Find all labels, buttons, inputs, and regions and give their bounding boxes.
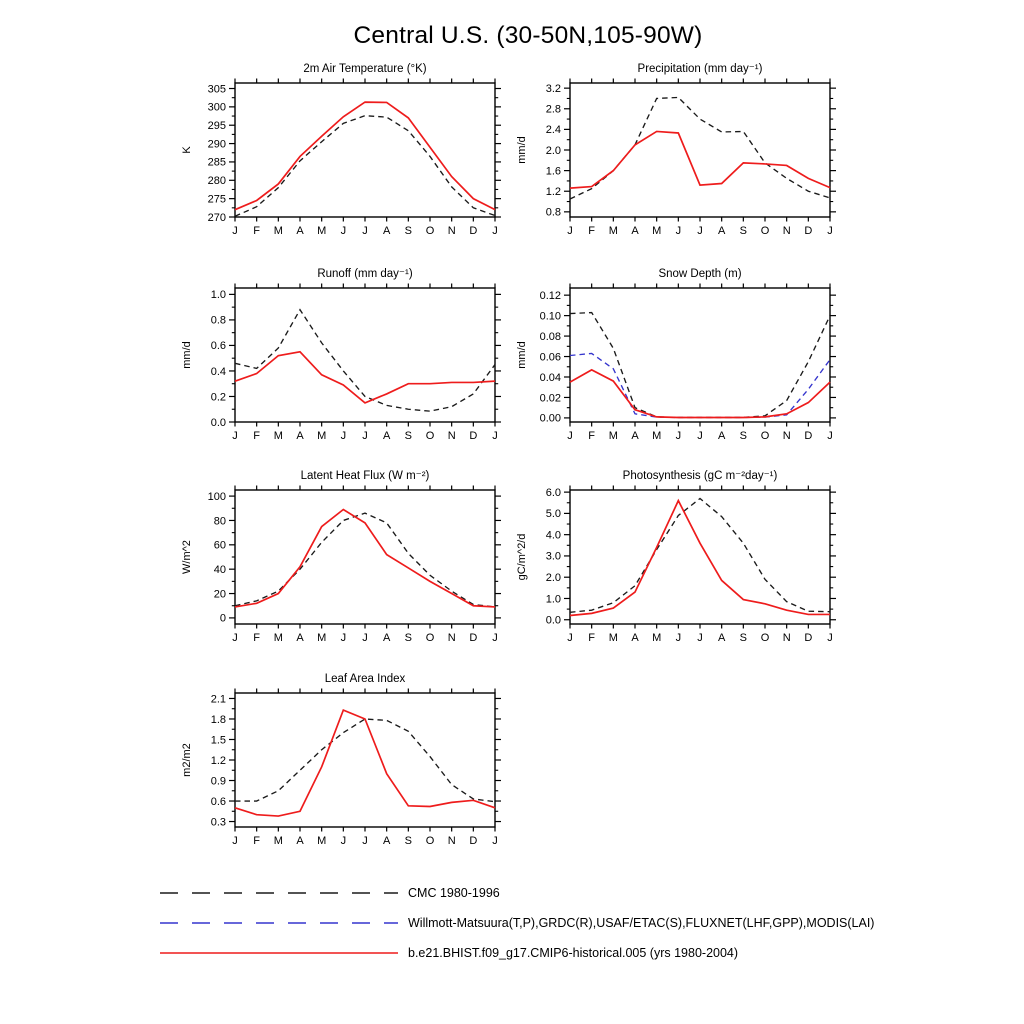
y-tick-label: 0.2 (210, 391, 226, 404)
x-tick-label: A (631, 430, 639, 442)
x-tick-label: F (588, 632, 596, 644)
y-tick-label: 0.6 (210, 340, 226, 353)
x-tick-label: S (404, 632, 413, 644)
y-tick-label: 1.2 (545, 186, 561, 199)
x-tick-label: J (340, 225, 347, 237)
y-tick-label: 0.6 (210, 795, 226, 808)
y-tick-label: 60 (213, 539, 226, 552)
x-tick-label: S (404, 430, 413, 442)
y-axis-label: mm/d (516, 136, 528, 164)
y-tick-label: 0.8 (545, 206, 561, 219)
x-tick-label: J (340, 430, 347, 442)
chart-title: Snow Depth (m) (658, 268, 742, 280)
plot-box (235, 693, 495, 827)
x-tick-label: M (273, 225, 283, 237)
x-tick-label: J (340, 835, 347, 847)
x-tick-label: J (492, 225, 498, 237)
y-axis-label: m2/m2 (181, 743, 193, 777)
x-tick-label: O (760, 225, 770, 237)
x-tick-label: A (296, 835, 304, 847)
x-tick-label: J (340, 632, 347, 644)
y-tick-label: 0.8 (210, 314, 226, 327)
x-tick-label: M (317, 430, 327, 442)
x-tick-label: F (253, 835, 261, 847)
legend-row-model (160, 938, 874, 968)
x-tick-label: D (804, 632, 813, 644)
chart-title: 2m Air Temperature (°K) (303, 63, 427, 75)
x-tick-label: D (804, 430, 813, 442)
x-tick-label: N (447, 835, 456, 847)
x-tick-label: D (469, 632, 478, 644)
x-tick-label: A (296, 430, 304, 442)
x-tick-label: N (447, 632, 456, 644)
series-line-red (570, 501, 830, 616)
y-tick-label: 2.1 (210, 693, 226, 706)
chart-title: Precipitation (mm day⁻¹) (637, 63, 763, 75)
chart-title: Runoff (mm day⁻¹) (317, 268, 413, 280)
y-tick-label: 0.12 (539, 289, 561, 302)
x-tick-label: D (469, 430, 478, 442)
x-tick-label: J (232, 632, 238, 644)
x-tick-label: M (317, 835, 327, 847)
x-tick-label: J (567, 632, 573, 644)
x-tick-label: M (317, 225, 327, 237)
y-tick-label: 0 (219, 612, 226, 625)
plot-box (235, 490, 495, 624)
precipitation-plot (495, 55, 840, 260)
x-tick-label: N (782, 225, 791, 237)
x-tick-label: J (362, 835, 368, 847)
x-tick-label: J (362, 430, 368, 442)
x-tick-label: A (296, 225, 304, 237)
chart-2m-air-temperature (160, 55, 505, 260)
series-line-red (570, 131, 830, 188)
y-tick-label: 0.0 (545, 614, 561, 627)
x-tick-label: J (697, 632, 703, 644)
series-line-red (235, 102, 495, 210)
snow-depth-plot (495, 260, 840, 465)
y-tick-label: 6.0 (545, 486, 561, 499)
plot-box (570, 83, 830, 217)
y-tick-label: 1.8 (210, 713, 226, 726)
x-tick-label: O (425, 632, 435, 644)
series-line-black (235, 513, 495, 607)
chart-title: Latent Heat Flux (W m⁻²) (300, 470, 430, 482)
x-tick-label: O (425, 430, 435, 442)
legend-row-cmc (160, 878, 874, 908)
y-tick-label: 80 (213, 515, 226, 528)
series-line-red (235, 710, 495, 816)
series-line-black (235, 310, 495, 411)
y-tick-label: 1.2 (210, 754, 226, 767)
x-tick-label: D (469, 835, 478, 847)
chart-title: Photosynthesis (gC m⁻²day⁻¹) (622, 470, 778, 482)
chart-precipitation (495, 55, 840, 260)
x-tick-label: A (717, 225, 726, 237)
x-tick-label: J (827, 225, 833, 237)
x-tick-label: J (697, 430, 703, 442)
x-tick-label: M (608, 632, 618, 644)
x-tick-label: M (608, 430, 618, 442)
series-line-red (235, 352, 495, 403)
x-tick-label: F (253, 632, 261, 644)
x-tick-label: J (827, 430, 833, 442)
y-tick-label: 2.8 (545, 103, 561, 116)
y-tick-label: 100 (207, 490, 226, 503)
series-line-black (235, 719, 495, 802)
x-tick-label: S (739, 430, 748, 442)
x-tick-label: O (425, 835, 435, 847)
x-tick-label: J (567, 225, 573, 237)
y-tick-label: 20 (213, 588, 226, 601)
y-tick-label: 0.10 (539, 310, 561, 323)
y-tick-label: 285 (207, 156, 226, 169)
y-tick-label: 270 (207, 211, 226, 224)
x-tick-label: J (232, 225, 238, 237)
y-axis-label: gC/m^2/d (516, 533, 528, 581)
x-tick-label: O (760, 632, 770, 644)
legend-label-obs: Willmott-Matsuura(T,P),GRDC(R),USAF/ETAC(S),FLUXNET(LHF,GPP),MODIS(LAI) (408, 916, 875, 930)
x-tick-label: A (382, 430, 391, 442)
x-tick-label: D (469, 225, 478, 237)
x-tick-label: A (717, 632, 726, 644)
y-tick-label: 2.0 (545, 144, 561, 157)
chart-snow-depth (495, 260, 840, 465)
x-tick-label: J (492, 430, 498, 442)
y-tick-label: 0.4 (210, 365, 226, 378)
y-tick-label: 280 (207, 175, 226, 188)
x-tick-label: J (567, 430, 573, 442)
y-tick-label: 0.02 (539, 392, 561, 405)
series-line-blue (570, 353, 830, 417)
y-tick-label: 2.0 (545, 572, 561, 585)
y-tick-label: 0.00 (539, 412, 561, 425)
x-tick-label: J (675, 225, 682, 237)
x-tick-label: M (273, 632, 283, 644)
y-tick-label: 4.0 (545, 529, 561, 542)
y-tick-label: 1.5 (210, 734, 226, 747)
x-tick-label: F (588, 430, 596, 442)
dashed-line-sample (160, 883, 400, 903)
x-tick-label: M (317, 632, 327, 644)
series-line-black (235, 116, 495, 217)
dashed-line-sample (160, 913, 400, 933)
x-tick-label: S (404, 835, 413, 847)
y-axis-label: K (181, 146, 193, 154)
runoff-plot (160, 260, 505, 465)
y-axis-label: W/m^2 (181, 540, 193, 574)
y-tick-label: 300 (207, 101, 226, 114)
x-tick-label: J (827, 632, 833, 644)
x-tick-label: M (608, 225, 618, 237)
x-tick-label: A (382, 835, 391, 847)
chart-title: Leaf Area Index (324, 673, 406, 685)
x-tick-label: M (652, 225, 662, 237)
y-axis-label: mm/d (181, 341, 193, 369)
x-tick-label: M (273, 835, 283, 847)
air-temperature-plot (160, 55, 505, 260)
x-tick-label: J (675, 430, 682, 442)
page-title: Central U.S. (30-50N,105-90W) (353, 22, 703, 49)
x-tick-label: J (675, 632, 682, 644)
y-tick-label: 1.6 (545, 165, 561, 178)
x-tick-label: M (652, 632, 662, 644)
y-tick-label: 0.3 (210, 816, 226, 829)
legend-row-obs (160, 908, 874, 938)
y-tick-label: 305 (207, 83, 226, 96)
x-tick-label: N (447, 430, 456, 442)
chart-latent-heat-flux (160, 462, 505, 667)
legend-label-model: b.e21.BHIST.f09_g17.CMIP6-historical.005 (yrs 1980-2004) (408, 946, 739, 960)
chart-runoff (160, 260, 505, 465)
x-tick-label: N (782, 632, 791, 644)
y-tick-label: 3.2 (545, 82, 561, 95)
x-tick-label: N (782, 430, 791, 442)
x-tick-label: F (253, 430, 261, 442)
plot-box (570, 288, 830, 422)
y-tick-label: 5.0 (545, 508, 561, 521)
x-tick-label: A (296, 632, 304, 644)
y-tick-label: 0.08 (539, 330, 561, 343)
y-tick-label: 275 (207, 193, 226, 206)
x-tick-label: F (588, 225, 596, 237)
photosynthesis-plot (495, 462, 840, 667)
x-tick-label: J (362, 225, 368, 237)
x-tick-label: O (425, 225, 435, 237)
x-tick-label: J (232, 835, 238, 847)
y-tick-label: 0.0 (210, 416, 226, 429)
leaf-area-index-plot (160, 665, 505, 870)
y-tick-label: 3.0 (545, 550, 561, 563)
x-tick-label: A (382, 225, 391, 237)
x-tick-label: F (253, 225, 261, 237)
x-tick-label: M (652, 430, 662, 442)
y-tick-label: 290 (207, 138, 226, 151)
latent-heat-flux-plot (160, 462, 505, 667)
series-line-black (570, 499, 830, 613)
y-tick-label: 295 (207, 120, 226, 133)
x-tick-label: N (447, 225, 456, 237)
x-tick-label: S (739, 225, 748, 237)
x-tick-label: J (362, 632, 368, 644)
x-tick-label: J (697, 225, 703, 237)
y-tick-label: 0.04 (539, 371, 561, 384)
chart-photosynthesis (495, 462, 840, 667)
chart-leaf-area-index (160, 665, 505, 870)
x-tick-label: A (717, 430, 726, 442)
x-tick-label: S (739, 632, 748, 644)
legend-label-cmc: CMC 1980-1996 (408, 886, 500, 900)
y-tick-label: 1.0 (545, 593, 561, 606)
x-tick-label: M (273, 430, 283, 442)
y-tick-label: 0.06 (539, 351, 561, 364)
legend (160, 878, 874, 968)
x-tick-label: D (804, 225, 813, 237)
x-tick-label: S (404, 225, 413, 237)
x-tick-label: J (232, 430, 238, 442)
x-tick-label: O (760, 430, 770, 442)
x-tick-label: A (382, 632, 391, 644)
x-tick-label: J (492, 632, 498, 644)
solid-line-sample (160, 943, 400, 963)
y-tick-label: 0.9 (210, 775, 226, 788)
x-tick-label: J (492, 835, 498, 847)
y-tick-label: 40 (213, 563, 226, 576)
x-tick-label: A (631, 632, 639, 644)
x-tick-label: A (631, 225, 639, 237)
y-tick-label: 1.0 (210, 289, 226, 302)
y-tick-label: 2.4 (545, 124, 561, 137)
y-axis-label: mm/d (516, 341, 528, 369)
